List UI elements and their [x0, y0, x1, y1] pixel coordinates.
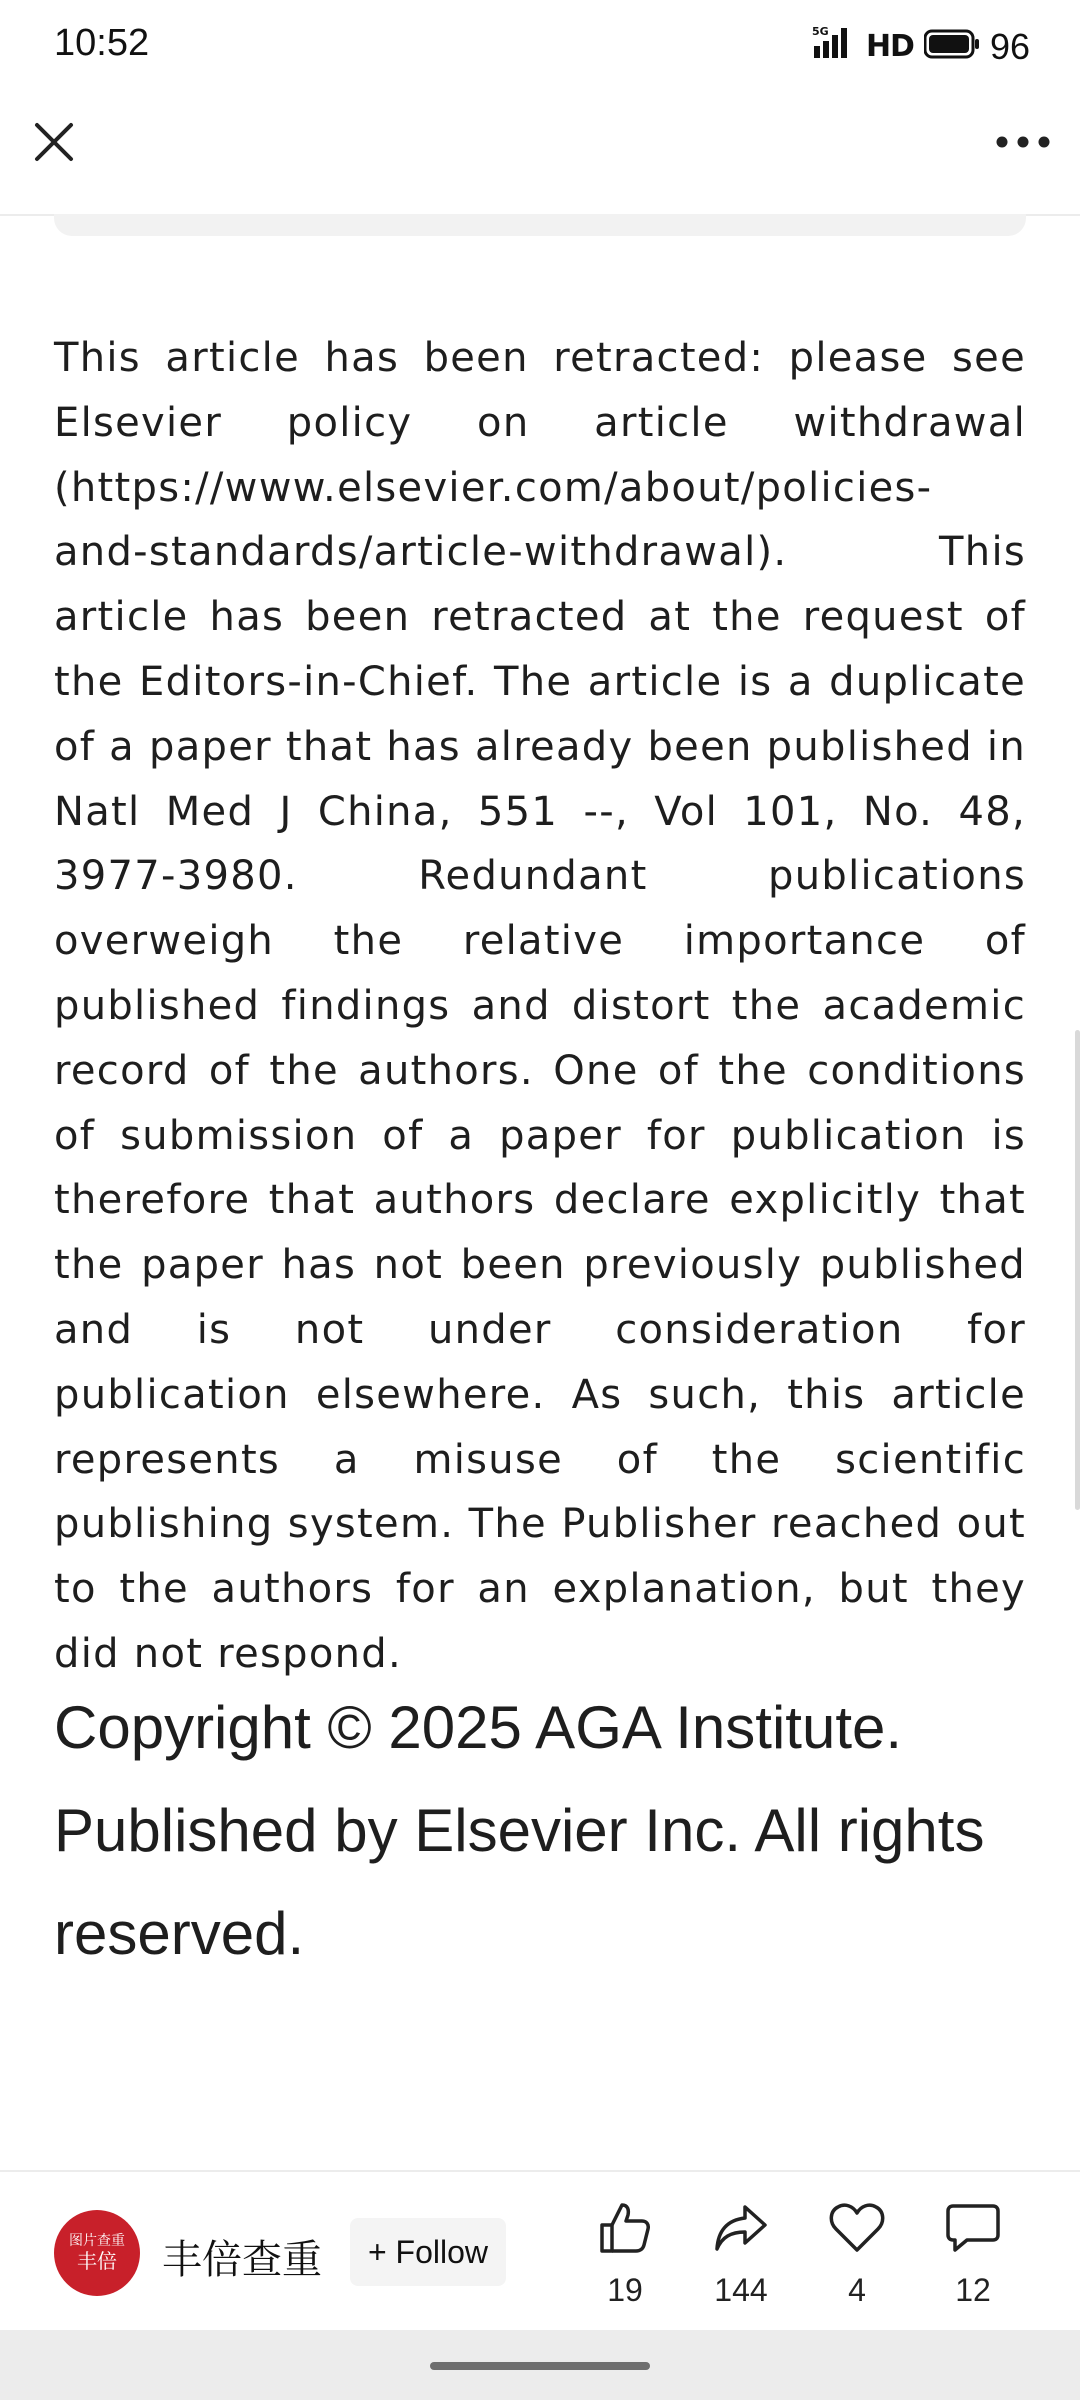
gesture-nav-area	[0, 2330, 1080, 2400]
battery-icon	[924, 26, 980, 68]
copyright-notice: Copyright © 2025 AGA Institute. Published by Elsevier Inc. All rights reserved.	[54, 1694, 985, 1967]
avatar-text-bottom: 丰倍	[77, 2248, 117, 2273]
account-name[interactable]: 丰倍查重	[162, 2237, 322, 2283]
home-gesture-handle[interactable]	[430, 2362, 650, 2370]
like-count: 19	[607, 2272, 643, 2308]
favorite-button[interactable]	[812, 2198, 902, 2309]
status-bar	[0, 0, 1080, 90]
thumbs-up-icon	[598, 2201, 652, 2255]
close-icon	[32, 120, 76, 164]
top-app-bar	[0, 90, 1080, 216]
scrollbar[interactable]	[1075, 1030, 1080, 1510]
like-button[interactable]	[580, 2198, 670, 2309]
share-count: 144	[714, 2272, 768, 2308]
more-options-button[interactable]	[988, 110, 1058, 174]
share-button[interactable]	[696, 2198, 786, 2309]
comment-count: 12	[955, 2272, 991, 2308]
status-icons	[812, 24, 1030, 69]
avatar-text-top: 图片查重	[69, 2233, 125, 2250]
comment-bubble-icon	[945, 2202, 1001, 2254]
more-horizontal-icon	[995, 135, 1051, 149]
heart-icon	[829, 2202, 885, 2254]
avatar[interactable]	[54, 2210, 140, 2296]
favorite-count: 4	[848, 2272, 866, 2308]
svg-text:5G: 5G	[811, 25, 829, 38]
previous-card-edge	[54, 214, 1026, 236]
close-button[interactable]	[22, 110, 86, 174]
signal-5g-icon	[812, 24, 856, 69]
battery-level: 96	[989, 25, 1030, 67]
comment-button[interactable]	[928, 2198, 1018, 2309]
retraction-notice: This article has been retracted: please see Elsevier policy on article withdrawal (https://www.elsevier.com/about/policies-and-standards/article-withdrawal). This article has been retracted at the request of the Editors-in-Chief. The article is a duplicate of a paper that has already been published in Natl Med J China, 551 --, Vol 101, No. 48, 3977-3980. Redundant publications overweigh the relative importance of published findings and distort the academic record of the authors. One of the conditions of submission of a paper for publication is therefore that authors declare explicitly that the paper has not been previously published and is not under consideration for publication elsewhere. As such, this article represents a misuse of the scientific publishing system. The Publisher reached out to the authors for an explanation, but they did not respond.	[54, 335, 1026, 1677]
hd-label: HD	[865, 29, 914, 64]
status-time: 10:52	[54, 22, 150, 64]
bottom-action-bar	[0, 2170, 1080, 2332]
share-arrow-icon	[713, 2201, 769, 2255]
follow-button[interactable]: + Follow	[350, 2218, 506, 2286]
